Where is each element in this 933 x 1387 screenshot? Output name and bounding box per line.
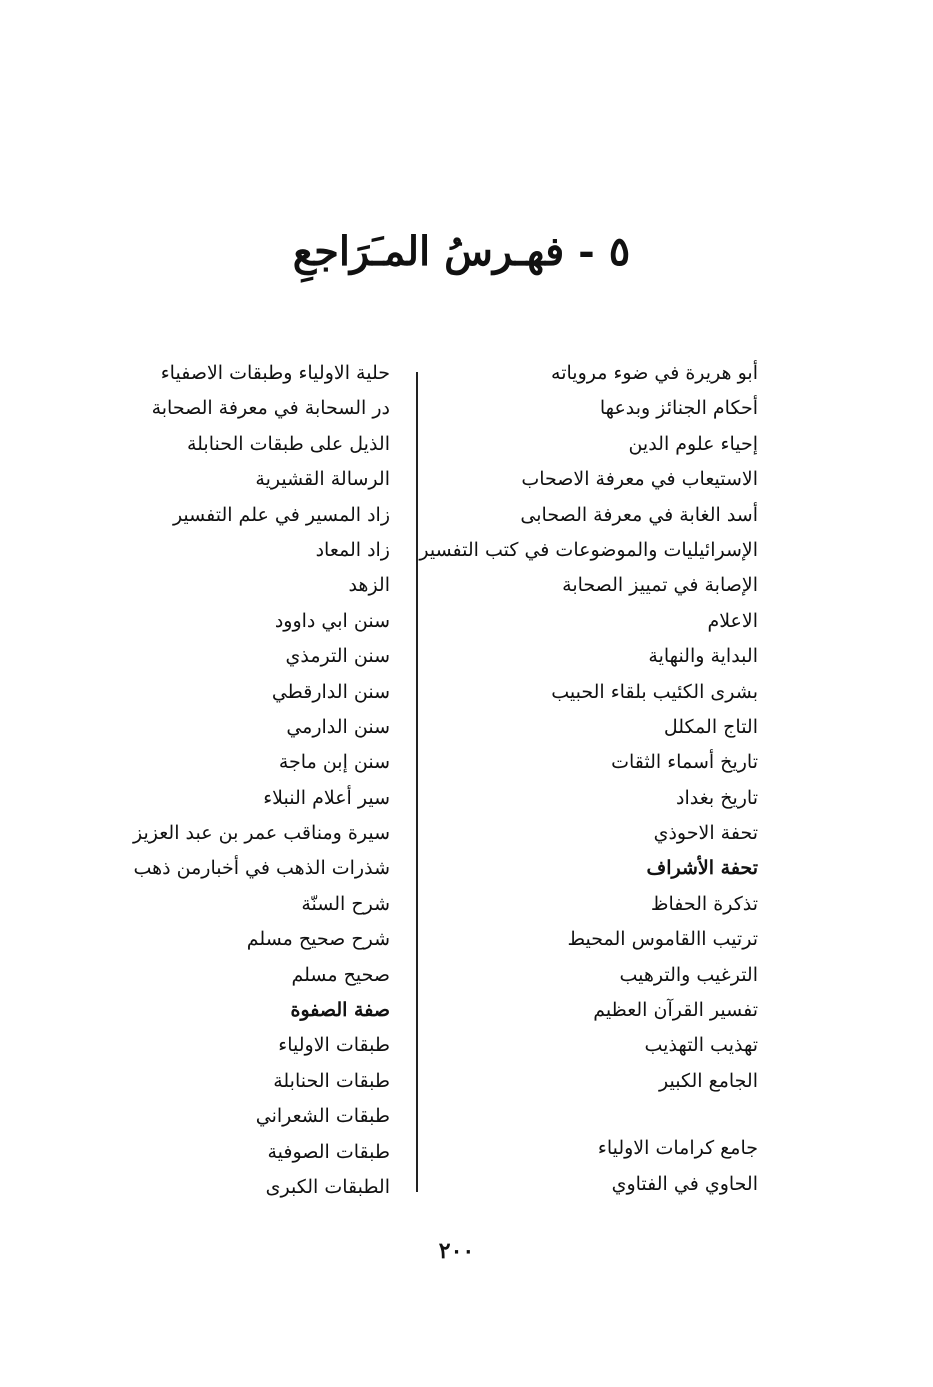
reference-item: طبقات الاولياء — [278, 1034, 390, 1057]
reference-item: تهذيب التهذيب — [644, 1034, 758, 1057]
reference-item: التاج المكلل — [663, 715, 758, 738]
reference-item: طبقات الصوفية — [267, 1140, 390, 1163]
reference-item: أبو هريرة في ضوء مروياته — [551, 362, 758, 384]
reference-item: سنن الدارقطي — [271, 680, 390, 703]
reference-item: شذرات الذهب في أخبارمن ذهب — [133, 857, 390, 880]
reference-item: طبقات الحنابلة — [273, 1069, 390, 1092]
references-list-right — [419, 356, 758, 1202]
reference-item: حلية الاولياء وطبقات الاصفياء — [160, 362, 390, 384]
page-number — [0, 1236, 933, 1266]
reference-item: صفة الصفوة — [290, 999, 390, 1022]
reference-item: الجامع الكبير — [659, 1069, 758, 1092]
reference-item: البداية والنهاية — [648, 645, 758, 668]
reference-item: زاد المعاد — [315, 538, 390, 561]
reference-item: شرح صحيح مسلم — [246, 928, 390, 951]
reference-item: الإسرائيليات والموضوعات في كتب التفسير — [419, 538, 758, 561]
reference-item: تذكرة الحفاظ — [650, 892, 758, 915]
reference-item: سنن إبن ماجة — [278, 751, 390, 774]
reference-item: شرح السنّة — [301, 892, 390, 915]
reference-item: الترغيب والترهيب — [619, 963, 758, 986]
reference-item: زاد المسير في علم التفسير — [172, 503, 390, 526]
reference-item: الذيل على طبقات الحنابلة — [186, 432, 390, 455]
reference-item: الطبقات الكبرى — [265, 1175, 390, 1198]
page-number-text: ٢٠٠ — [438, 1238, 475, 1264]
reference-item: الرسالة القشيرية — [255, 468, 390, 491]
reference-item: سير أعلام النبلاء — [263, 786, 390, 809]
reference-item: سيرة ومناقب عمر بن عبد العزيز — [133, 822, 390, 845]
title-text: ٥ - فهـرسُ المـَرَاجعِ — [292, 228, 631, 275]
reference-item: سنن الترمذي — [285, 645, 390, 668]
reference-item: أسد الغابة في معرفة الصحابى — [520, 503, 758, 526]
reference-item: صحيح مسلم — [291, 963, 390, 986]
reference-item: جامع كرامات الاولياء — [597, 1137, 758, 1160]
reference-item: أحكام الجنائز وبدعها — [599, 397, 758, 420]
page-title — [0, 222, 933, 282]
reference-item: الحاوي في الفتاوي — [611, 1172, 758, 1195]
reference-item: الزهد — [348, 574, 390, 597]
reference-item: طبقات الشعراني — [255, 1105, 390, 1128]
reference-item: در السحابة في معرفة الصحابة — [151, 397, 390, 420]
reference-item: الإصابة في تمييز الصحابة — [562, 574, 758, 597]
reference-item: سنن الدارمي — [286, 715, 390, 738]
reference-item: ترتيب االقاموس المحيط — [567, 928, 758, 951]
reference-item: تاريخ بغداد — [675, 786, 758, 809]
reference-item: سنن ابي داوود — [274, 609, 390, 632]
reference-item: تفسير القرآن العظيم — [593, 999, 758, 1022]
references-list-left — [60, 356, 390, 1205]
reference-item: الاعلام — [707, 609, 758, 632]
reference-item: الاستيعاب في معرفة الاصحاب — [521, 468, 758, 491]
reference-item: تحفة الاحوذي — [653, 822, 758, 845]
reference-item: بشرى الكئيب بلقاء الحبيب — [551, 680, 758, 703]
column-divider — [416, 372, 418, 1192]
reference-item: إحياء علوم الدين — [628, 432, 758, 455]
reference-item: تحفة الأشراف — [646, 857, 758, 880]
reference-item: تاريخ أسماء الثقات — [611, 751, 758, 774]
